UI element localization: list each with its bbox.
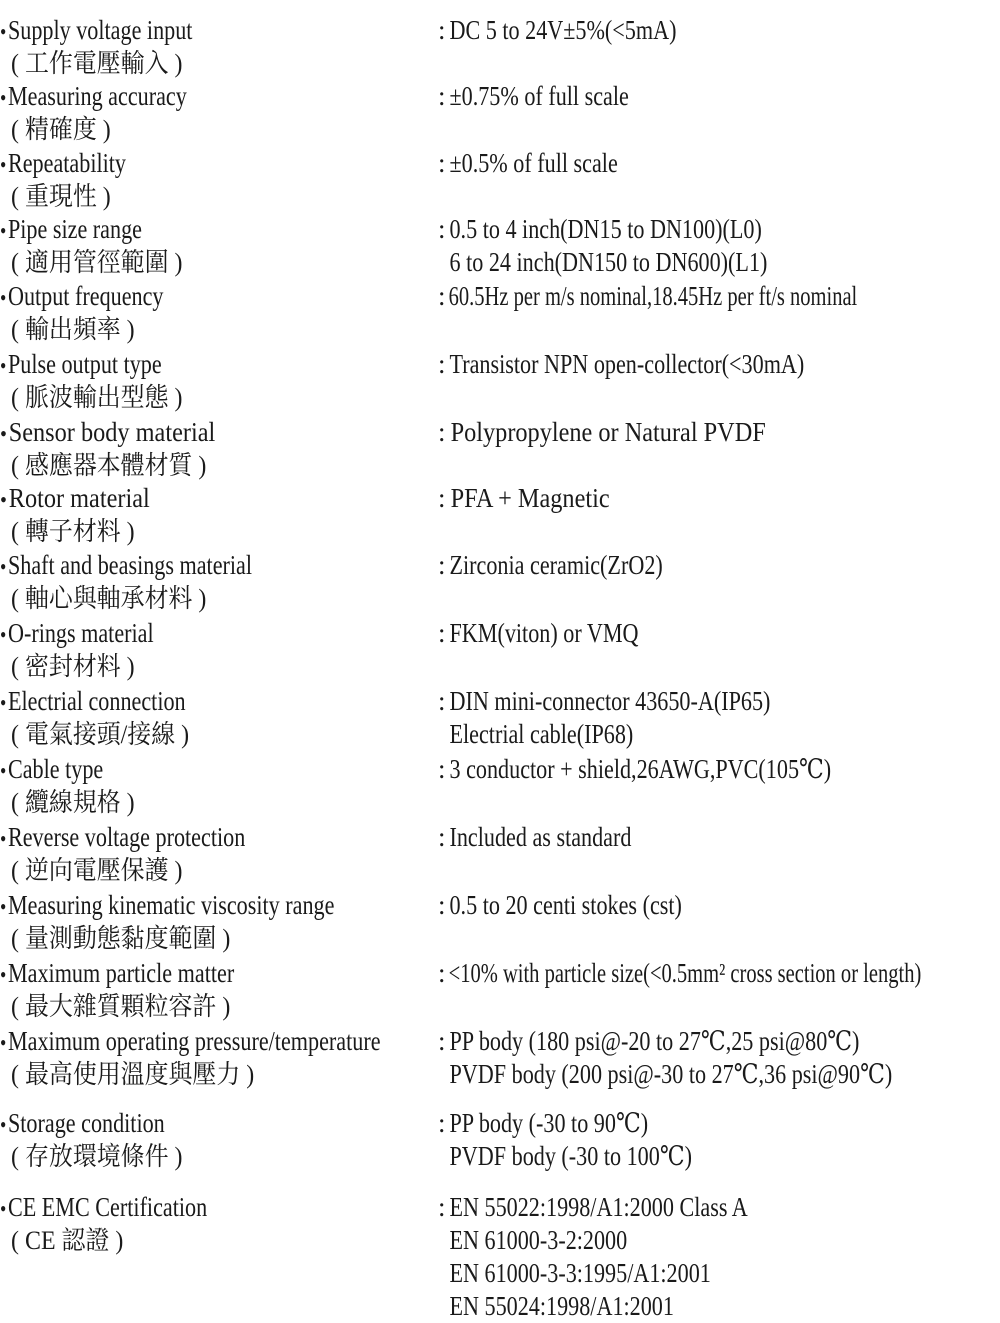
- bullet: •: [0, 19, 7, 44]
- spec-value: FKM(viton) or VMQ: [449, 618, 639, 648]
- spec-value: PVDF body (200 psi@-30 to 27℃,36 psi@90℃): [449, 1059, 893, 1089]
- bullet: •: [0, 894, 7, 919]
- spec-value: 6 to 24 inch(DN150 to DN600)(L1): [449, 247, 768, 277]
- spec-value: DIN mini-connector 43650-A(IP65): [449, 686, 771, 716]
- spec-label-en: Maximum operating pressure/temperature: [7, 1026, 381, 1056]
- bullet: •: [0, 690, 7, 715]
- colon: :: [438, 349, 446, 379]
- colon: :: [438, 1192, 446, 1222]
- spec-label-en: O-rings material: [7, 618, 154, 648]
- spec-label-zh: ( 存放環境條件 ): [11, 1142, 183, 1171]
- spec-label-en: Pulse output type: [7, 349, 162, 379]
- spec-label-zh: ( 軸心與軸承材料 ): [11, 584, 207, 613]
- spec-label-zh: ( 感應器本體材質 ): [11, 451, 207, 480]
- bullet: •: [0, 554, 7, 579]
- bullet: •: [0, 353, 7, 378]
- bullet: •: [0, 218, 7, 243]
- spec-value: 3 conductor + shield,26AWG,PVC(105℃): [449, 754, 832, 784]
- colon: :: [438, 483, 446, 513]
- spec-label-en: Sensor body material: [8, 417, 216, 447]
- spec-label-en: Output frequency: [7, 281, 164, 311]
- colon: :: [438, 550, 446, 580]
- spec-value: <10% with particle size(<0.5mm² cross section or length): [448, 958, 922, 988]
- spec-label-zh: ( CE 認證 ): [11, 1226, 124, 1255]
- spec-value: 0.5 to 20 centi stokes (cst): [449, 890, 682, 920]
- spec-value: ±0.5% of full scale: [449, 148, 618, 178]
- spec-label-zh: ( 脈波輸出型態 ): [11, 383, 183, 412]
- bullet: •: [0, 421, 7, 446]
- colon: :: [438, 417, 446, 447]
- spec-label-en: Cable type: [7, 754, 104, 784]
- spec-label-zh: ( 輸出頻率 ): [11, 315, 135, 344]
- spec-label-zh: ( 量測動態黏度範圍 ): [11, 924, 231, 953]
- bullet: •: [0, 285, 7, 310]
- bullet: •: [0, 622, 7, 647]
- spec-label-en: Reverse voltage protection: [7, 822, 246, 852]
- bullet: •: [0, 1030, 7, 1055]
- spec-value: EN 55022:1998/A1:2000 Class A: [449, 1192, 748, 1222]
- spec-label-zh: ( 密封材料 ): [11, 652, 135, 681]
- spec-value: EN 55024:1998/A1:2001: [449, 1291, 674, 1321]
- colon: :: [438, 754, 446, 784]
- spec-label-en: Maximum particle matter: [7, 958, 235, 988]
- colon: :: [438, 890, 446, 920]
- bullet: •: [0, 1196, 7, 1221]
- bullet: •: [0, 152, 7, 177]
- spec-label-zh: ( 適用管徑範圍 ): [11, 248, 183, 277]
- bullet: •: [0, 826, 7, 851]
- spec-value: Included as standard: [449, 822, 632, 852]
- spec-label-en: Measuring accuracy: [7, 81, 187, 111]
- spec-label-zh: ( 電氣接頭/接線 ): [11, 720, 190, 749]
- spec-label-zh: ( 最大雜質顆粒容許 ): [11, 992, 231, 1021]
- spec-label-zh: ( 逆向電壓保護 ): [11, 856, 183, 885]
- colon: :: [438, 15, 446, 45]
- colon: :: [438, 148, 446, 178]
- spec-value: EN 61000-3-3:1995/A1:2001: [449, 1258, 711, 1288]
- spec-value: PFA + Magnetic: [450, 483, 610, 513]
- colon: :: [438, 618, 446, 648]
- spec-label-zh: ( 精確度 ): [11, 115, 111, 144]
- colon: :: [438, 686, 446, 716]
- colon: :: [438, 281, 446, 311]
- spec-value: 60.5Hz per m/s nominal,18.45Hz per ft/s nominal: [448, 281, 858, 311]
- spec-label-zh: ( 工作電壓輸入 ): [11, 49, 183, 78]
- spec-value: Zirconia ceramic(ZrO2): [449, 550, 663, 580]
- spec-value: 0.5 to 4 inch(DN15 to DN100)(L0): [449, 214, 762, 244]
- spec-label-zh: ( 纜線規格 ): [11, 788, 135, 817]
- colon: :: [438, 214, 446, 244]
- colon: :: [438, 81, 446, 111]
- spec-value: DC 5 to 24V±5%(<5mA): [449, 15, 677, 45]
- spec-value: Electrial cable(IP68): [449, 719, 634, 749]
- spec-label-en: Rotor material: [8, 483, 150, 513]
- bullet: •: [0, 85, 7, 110]
- colon: :: [438, 1026, 446, 1056]
- spec-label-en: CE EMC Certification: [7, 1192, 208, 1222]
- spec-label-zh: ( 轉子材料 ): [11, 517, 135, 546]
- spec-label-en: Electrial connection: [7, 686, 186, 716]
- spec-label-en: Supply voltage input: [7, 15, 193, 45]
- spec-value: EN 61000-3-2:2000: [449, 1225, 628, 1255]
- bullet: •: [0, 962, 7, 987]
- spec-value: Polypropylene or Natural PVDF: [450, 417, 766, 447]
- spec-label-en: Storage condition: [7, 1108, 165, 1138]
- bullet: •: [0, 758, 7, 783]
- spec-value: PP body (180 psi@-20 to 27℃,25 psi@80℃): [449, 1026, 860, 1056]
- spec-value: PP body (-30 to 90℃): [449, 1108, 649, 1138]
- spec-value: PVDF body (-30 to 100℃): [449, 1141, 692, 1171]
- spec-label-zh: ( 最高使用溫度與壓力 ): [11, 1060, 255, 1089]
- spec-label-en: Measuring kinematic viscosity range: [7, 890, 335, 920]
- colon: :: [438, 822, 446, 852]
- bullet: •: [0, 1112, 7, 1137]
- colon: :: [438, 1108, 446, 1138]
- colon: :: [438, 958, 446, 988]
- spec-label-en: Pipe size range: [7, 214, 142, 244]
- bullet: •: [0, 487, 7, 512]
- spec-label-en: Shaft and beasings material: [7, 550, 253, 580]
- spec-value: Transistor NPN open-collector(<30mA): [449, 349, 805, 379]
- spec-value: ±0.75% of full scale: [449, 81, 629, 111]
- spec-label-zh: ( 重現性 ): [11, 182, 111, 211]
- spec-label-en: Repeatability: [7, 148, 126, 178]
